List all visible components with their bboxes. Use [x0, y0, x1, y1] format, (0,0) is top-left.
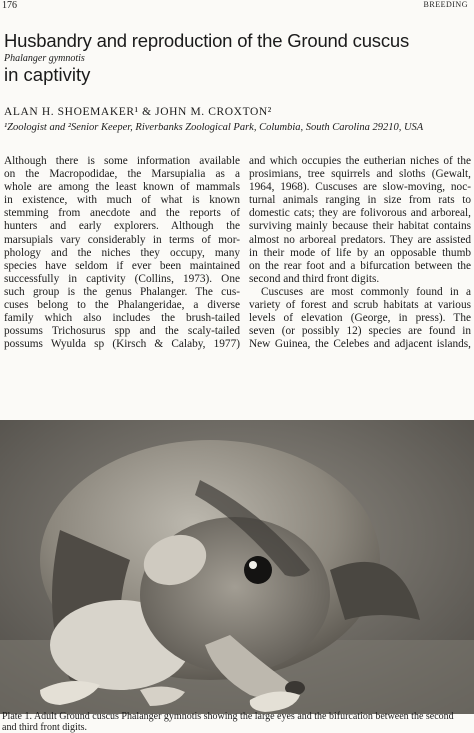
text-line: prosimians, tree squirrels and sloths (Gewalt, — [249, 168, 471, 181]
text-line: phology and the niches they occupy, many — [4, 247, 240, 260]
text-line: family which also includes the brush-tailed — [4, 312, 240, 325]
affiliation: ¹Zoologist and ²Senior Keeper, Riverbanks Zoological Park, Columbia, South Carolina 29210, USA — [4, 122, 423, 133]
species-name: Phalanger gymnotis — [4, 53, 85, 64]
text-line: possums Trichosurus spp and the scaly-tailed — [4, 325, 240, 338]
text-line: marsupials vary considerably in terms of mor- — [4, 234, 240, 247]
text-line: domestic cats; they are folivorous and arboreal, — [249, 207, 471, 220]
caption-line: and third front digits. — [2, 723, 474, 733]
text-line: stemming from anecdote and the reports of — [4, 207, 240, 220]
text-line: possums Wyulda sp (Kirsch & Calaby, 1977) — [4, 338, 240, 351]
text-line: hunters and early explorers. Although the — [4, 220, 240, 233]
authors: ALAN H. SHOEMAKER¹ & JOHN M. CROXTON² — [4, 106, 272, 118]
article-title-continued: in captivity — [4, 64, 90, 86]
text-line: surviving mainly because their habitat contains — [249, 220, 471, 233]
cuscus-photograph — [0, 420, 474, 714]
text-line: turnal animals ranging in size from rats to — [249, 194, 471, 207]
text-line: on the Macropodidae, the Marsupialia as a — [4, 168, 240, 181]
caption-line: Plate 1. Adult Ground cuscus Phalanger gymnotis showing the large eyes and the bifurcation between the second — [2, 712, 474, 723]
cuscus-photo-illustration — [0, 420, 474, 714]
body-column-right — [249, 155, 471, 351]
text-line: such group is the genus Phalanger. The cus- — [4, 286, 240, 299]
text-line: in their mode of life by an opposable thumb — [249, 247, 471, 260]
text-line: whole are among the least known of mammals — [4, 181, 240, 194]
text-line: in existence, with much of what is known — [4, 194, 240, 207]
text-line: species have seldom if ever been maintained — [4, 260, 240, 273]
text-line: levels of elevation (George, in press). The — [249, 312, 471, 325]
text-line: variety of forest and scrub habitats at various — [249, 299, 471, 312]
text-line: second and third front digits. — [249, 273, 471, 286]
text-line: cuses belong to the Phalangeridae, a diverse — [4, 299, 240, 312]
page-number: 176 — [2, 0, 17, 11]
text-line: Cuscuses are most commonly found in a — [249, 286, 471, 299]
body-column-left — [4, 155, 240, 351]
text-line: Although there is some information available — [4, 155, 240, 168]
figure-caption — [2, 712, 474, 733]
text-line: almost no arboreal predators. They are assisted — [249, 234, 471, 247]
running-header: BREEDING — [424, 0, 468, 9]
article-title: Husbandry and reproduction of the Ground cuscus — [4, 30, 409, 52]
text-line: 1964, 1968). Cuscuses are slow-moving, noc- — [249, 181, 471, 194]
text-line: New Guinea, the Celebes and adjacent islands, — [249, 338, 471, 351]
text-line: seven (or possibly 12) species are found in — [249, 325, 471, 338]
text-line: and which occupies the eutherian niches of the — [249, 155, 471, 168]
text-line: on the rear foot and a bifurcation between the — [249, 260, 471, 273]
text-line: successfully in captivity (Collins, 1973). One — [4, 273, 240, 286]
